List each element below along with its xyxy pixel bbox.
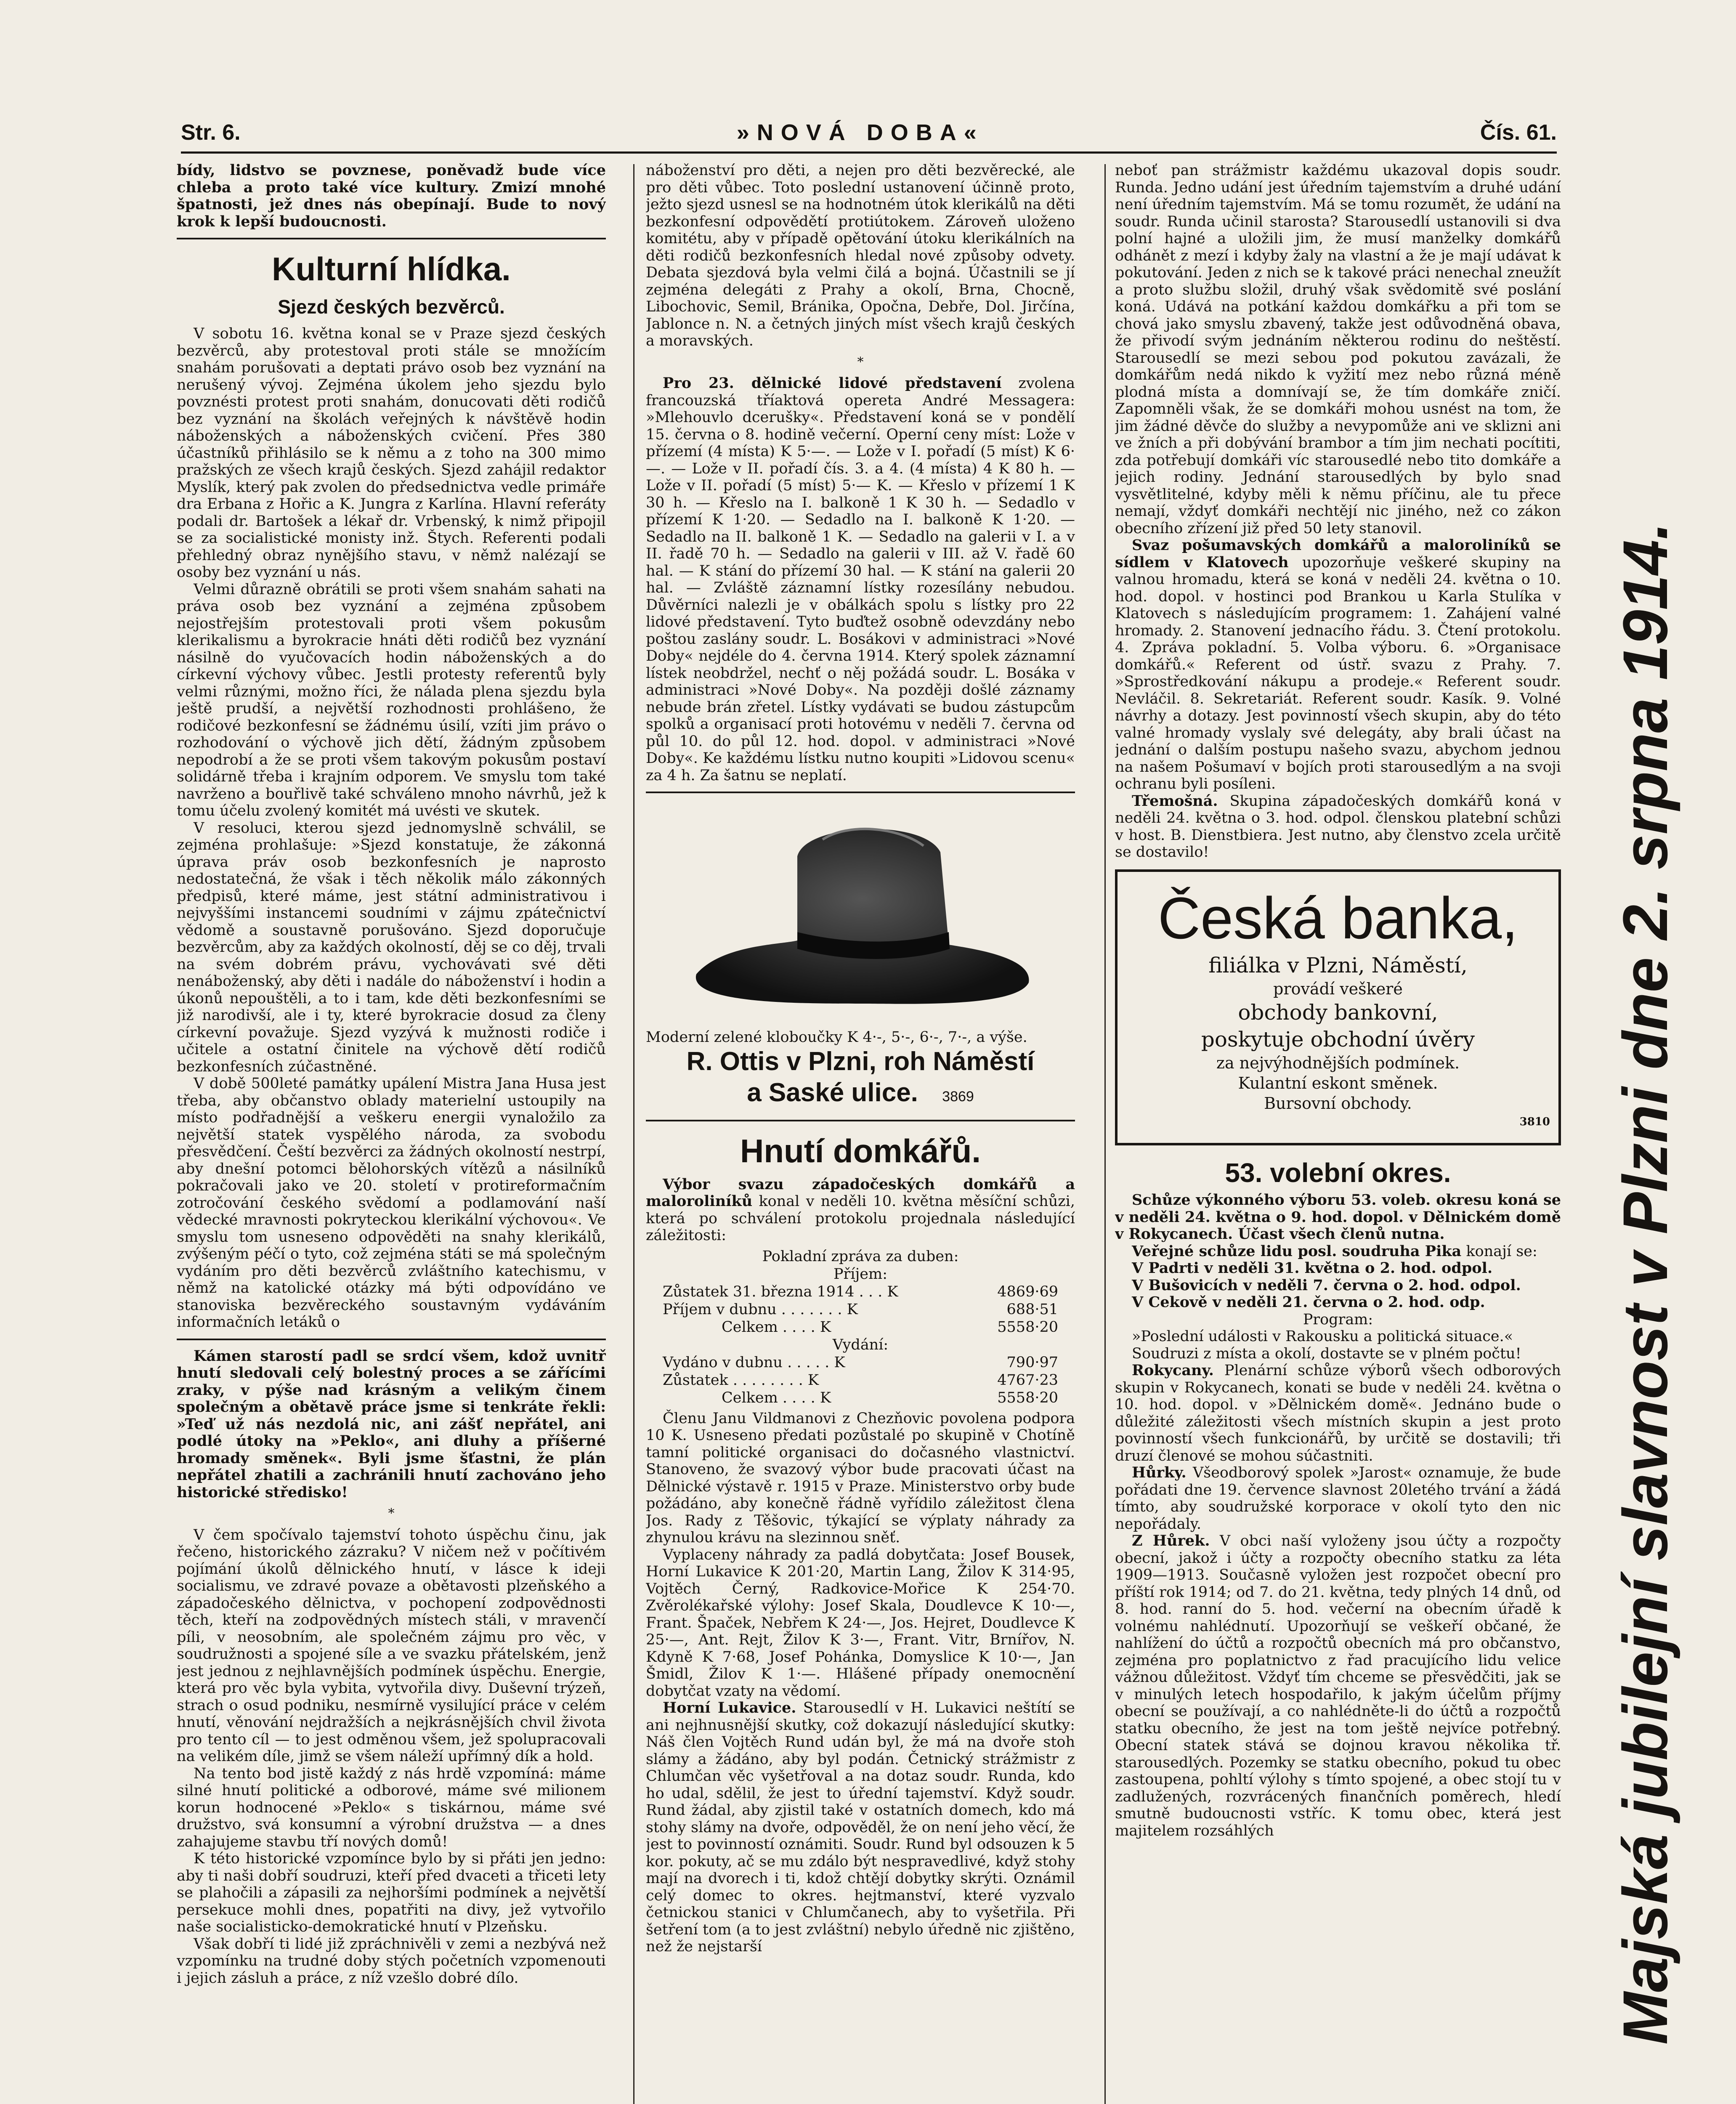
article-paragraph: [1115, 1533, 1561, 1839]
row-value: 4767·23: [997, 1371, 1058, 1389]
meeting-item: V Bušovicích v neděli 7. června o 2. hod. odpol.: [1132, 1276, 1521, 1294]
notice-body: Starousedlí v H. Lukavici neštítí se ani nejhnusnější skutky, což dokazují následující skutky: Náš člen Vojtěch Rund udán byl, že má na dvoře stoh slámy a žádáno, aby byl podán. Četnický strážmistr z Chlumčan věc vyšetřoval a na dotaz soudr. Runda, kdo ho udal, sdělil, že jest to úřední tajemství. Když soudr. Rund žádal, aby zjistil také v ostatních domech, kdo má stohy slámy na dvoře, odpověděl, že on není jeho věcí, že jest to povinností oznámiti. Soudr. Rund byl odsouzen k 5 kor. pokuty, ač se mu zdálo být nespravedlivé, když stohy mají na dvorech i ti, kdož chtějí dobytky skrýti. Oznámil celý domec to okres. hejtmanství, které vyzvalo četnickou stanici v Chlumčanech, aby to vyšetřila. Při šetření tom (a to jest zvláštní) nebylo úředně nic zjištěno, než že nejstarší: [646, 1700, 1075, 1955]
ad-shop-address: [646, 1077, 1075, 1112]
article-paragraph: Vyplaceny náhrady za padlá dobytčata: Josef Bousek, Horní Lukavice K 201·20, Martin Lang, Žilov K 314·95, Vojtěch Černý, Radkovice-Mořice K 254·70. Zvěrolékařské výlohy: Josef Skala, Doudlevce K 10·—, Frant. Špaček, Nebřem K 24·—, Jos. Hejret, Doudlevce K 25·—, Ant. Rejt, Žilov K 3·—, Frant. Vitr, Brnířov, N. Kdyně K 7·68, Josef Pohánka, Domyslice K 10·—, Jan Šmidl, Žilov K 1·—. Hlášené případy onemocnění dobytčat vzaty na vědomí.: [646, 1546, 1075, 1700]
bank-branch: filiálka v Plzni, Náměstí,: [1208, 953, 1468, 978]
hat-illustration: [671, 806, 1050, 1025]
row-value: 4869·69: [997, 1283, 1058, 1300]
notice-body: Všeodborový spolek »Jarost« oznamuje, že bude pořádati dne 19. července slavnost 20letého trvání a žádá tímto, aby soudružské korporace v okolí tyto den nic nepořádaly.: [1115, 1464, 1561, 1533]
ad-number: 3869: [942, 1088, 974, 1105]
notice-heading: Hůrky.: [1132, 1464, 1187, 1481]
notice-heading: Pro 23. dělnické lidové představení: [663, 375, 1002, 392]
bank-name: Česká banka,: [1157, 885, 1518, 951]
column-2: [646, 162, 1075, 2104]
notice-body: Skupina západočeských domkářů koná v neděli 24. května o 3. hod. odpol. členskou platební schůzi v host. B. Dienstbiera. Jest nutno, aby členstvo zcela určitě se dostavilo!: [1115, 792, 1561, 861]
meeting-item: V Padrti v neděli 31. května o 2. hod. odpol.: [1132, 1259, 1493, 1277]
notice-heading: Svaz pošumavských domkářů a maloroliníků se sídlem v Klatovech: [1115, 537, 1561, 571]
article-paragraph: Soudruzi z místa a okolí, dostavte se v plném počtu!: [1132, 1345, 1521, 1362]
article-paragraph: [646, 1700, 1075, 1955]
separator-star: *: [388, 1506, 395, 1521]
bank-line: obchody bankovní,: [1238, 1000, 1438, 1025]
cash-report-row: [646, 1371, 1075, 1389]
article-paragraph: [1115, 537, 1561, 793]
notice-heading: Veřejné schůze lidu posl. soudruha Pika: [1132, 1242, 1462, 1260]
article-paragraph: Velmi důrazně obrátili se proti všem snahám sahati na práva osob bez vyznání a zejména způsobem nejostřejším protestovali proti všem pokusům klerikalismu a byrokracie hnáti děti rodičů bez vyznání násilně do vyučovacích hodin náboženských a do církevní výchovy vůbec. Jestli protesty referentů byly velmi různými, možno říci, že nálada plena sjezdu byla ještě prudší, a největší rozhodnosti prohlášeno, že rodičové bezkonfesní se žádnému úsilí, vzíti jim právo o rozhodování o výchově jich dětí, žádným způsobem nepodrobí a že se proti všem takovým pokusům postaví solidárně třeba i krajním odporem. Ve smyslu tom také navrženo a bouřlivě také schváleno mnoho návrhů, jež k tomu účelu zvolený komitét má uvésti ve skutek.: [177, 581, 606, 819]
article-paragraph: náboženství pro děti, a nejen pro děti bezvěrecké, ale pro děti vůbec. Toto poslední ustanovení účinně proto, ježto sjezd usnesl se na hodnotném útok klerikálů na děti bezkonfesní odpovědětí protiútokem. Zároveň uloženo komitétu, aby v případě opětování útoku klerikálních na děti rodičů bezkonfesních hledal nové způsoby odvety. Debata sjezdová byla velmi čilá a bojná. Účastnili se jí zejména delegáti z Prahy a okolí, Brna, Chocně, Libochovic, Semil, Bránika, Opočna, Debře, Dol. Jirčína, Jablonce n. N. a četných jiných míst všech krajů českých a moravských.: [646, 162, 1075, 349]
notice-body: zvolena francouzská tříaktová opereta André Messagera: »Mlehouvlo dcerušky«. Představení koná se v pondělí 15. června o 8. hodině večerní. Operní ceny míst: Lože v přízemí (4 místa) K 5·—. — Lože v I. pořadí (5 míst) K 6·—. — Lože v II. pořadí čís. 3. a 4. (4 místa) 4 K 80 h. — Lože v II. pořadí (5 míst) 5·— K. — Křeslo v přízemí 1 K 30 h. — Křeslo na I. balkoně 1 K 30 h. — Sedadlo v přízemí K 1·20. — Sedadlo na I. balkoně K 1·20. — Sedadlo na II. balkoně 1 K. — Sedadlo na galerii v I. a v II. řadě 70 h. — Sedadlo na galerii v III. až V. řadě 60 hal. — K stání do přízemí 30 hal. — K stání na galerii 20 hal. — Zvláště záznamní lístky rozesílány nebudou. Důvěrníci nalezli je v obálkách spolu s lístky pro 22 lidové představení. Tyto buďtež osobně odevzdány nebo poštou zaslány soudr. L. Bosákovi v administraci »Nové Doby« nejdéle do 4. června 1914. Který spolek záznamní lístek neobdržel, nechť o něj požádá soudr. L. Bosáka v administraci »Nové Doby«. Na později došlé záznamy nebude brán zřetel. Lístky vydávati se budou zástupcům spolků a organisací proti hotovému v neděli 7. června od půl 10. do půl 12. hod. dopol. v administraci »Nové Doby«. Ke každému lístku nutno koupiti »Lidovou scenu« za 4 h. Za šatnu se neplatí.: [646, 375, 1075, 784]
row-value: 688·51: [1006, 1301, 1058, 1318]
bank-line: provádí veškeré: [1273, 979, 1403, 998]
notice-heading: Výbor svazu západočeských domkářů a maloroliníků: [646, 1175, 1075, 1210]
section-heading: 53. volební okres.: [1225, 1158, 1451, 1188]
row-label: Příjem v dubnu . . . . . . . K: [663, 1301, 858, 1318]
intro-paragraph: bídy, lidstvo se povznese, poněvadž bude více chleba a proto také více kultury. Zmizí mnohé špatnosti, jež dnes nás obepínají. Bude to nový krok k lepší budoucnosti.: [177, 162, 606, 230]
margin-annotation: [1590, 463, 1700, 2104]
bank-line: Bursovní obchody.: [1264, 1094, 1412, 1113]
row-label: Zůstatek . . . . . . . . K: [663, 1371, 819, 1389]
article-paragraph: »Poslední události v Rakousku a politická situace.«: [1132, 1328, 1513, 1345]
cash-report-row: [646, 1318, 1075, 1336]
ad-shop-name: R. Ottis v Plzni, roh Náměstí: [686, 1047, 1035, 1076]
column-divider: [1104, 164, 1106, 2104]
article-paragraph: K této historické vzpomínce bylo by si přáti jen jedno: aby ti naši dobří soudruzi, kteří před dvaceti a třiceti lety se plahočili a zápasili za nejhoršími podmínek a největší persekuce mohli dnes, popatřiti na divy, jež vytvořilo naše socialisticko-demokratické hnutí v Plzeňsku.: [177, 1850, 606, 1935]
article-paragraph: Schůze výkonného výboru 53. voleb. okresu koná se v neděli 24. května o 9. hod. dopol. v Dělnickém domě v Rokycanech. Účast všech členů nutna.: [1115, 1191, 1561, 1243]
article-paragraph: Na tento bod jistě každý z nás hrdě vzpomíná: máme silné hnutí politické a odborové, máme své milionem korun hodnocené »Peklo« s tiskárnou, máme své družstvo, svá konsumní a výrobní družstva — a dnes zahajujeme stavbu tří nových domů!: [177, 1765, 606, 1850]
article-paragraph: V době 500leté památky upálení Mistra Jana Husa jest třeba, aby občanstvo oblady materielní ustoupily na místo podřadnější a veškeru energii vynaložilo za největší statek vyspělého národa, za svobodu přesvědčení. Čeští bezvěrci za žádných okolností nestrpí, aby dnešní potomci bělohorských vítězů a násilníků pokračovali jako ve 20. století v protireformačním zotročování českého svědomí a podlamování naší vědecké mravnosti pokryteckou klerikální výchovou«. Ve smyslu tom usneseno odpověděti na snahy klerikálů, zvýšeným péčí o tyto, což zejména státi se má společným vydáním pro děti bezvěrců zvláštního katechismu, v němž na katolické otázky má býti odpovídáno ve stanoviska bezvěreckého soustavným vydáváním informačních letáků o: [177, 1075, 606, 1331]
article-paragraph: Kámen starostí padl se srdcí všem, kdož uvnitř hnutí sledovali celý bolestný proces a se zářícími zraky, v pýše nad krásným a velikým činem společným a obětavě práce jsme si tenkráte řekli: »Teď už nás nezdolá nic, ani zášť nepřátel, ani podlé útoky na »Peklo«, ani dluhy a příšerné hromady směnek«. Byli jsme šťastni, že plán nepřátel zhatili a zachránili hnutí zachováno jeho historické středisko!: [177, 1347, 606, 1501]
cash-report-row: [646, 1301, 1075, 1318]
cash-report: [646, 1248, 1075, 1407]
article-paragraph: [1115, 1362, 1561, 1464]
page-header: [181, 114, 1557, 154]
column-3: [1115, 162, 1561, 2104]
article-paragraph: [646, 1176, 1075, 1244]
notice-body: konal v neděli 10. května měsíční schůzi, která po schválení protokolu projednala následující záležitosti:: [646, 1193, 1075, 1244]
article-paragraph: [1115, 1464, 1561, 1533]
program-label: Program:: [1303, 1311, 1373, 1328]
notice-heading: Rokycany.: [1132, 1362, 1214, 1379]
row-value: 5558·20: [997, 1318, 1058, 1336]
article-paragraph: [646, 375, 1075, 784]
cash-report-expense-head: Vydání:: [832, 1336, 889, 1353]
margin-annotation-text: Majská jubilejní slavnost v Plzni dne 2. srpna 1914.: [1610, 522, 1680, 2045]
cash-report-title: Pokladní zpráva za duben:: [762, 1248, 959, 1265]
column-divider: [633, 164, 634, 2104]
bank-line: za nejvýhodnějších podmínek.: [1216, 1053, 1460, 1072]
newspaper-title: »NOVÁ DOBA«: [736, 120, 984, 145]
cash-report-row: [646, 1283, 1075, 1301]
row-value: 5558·20: [997, 1389, 1058, 1406]
row-label: Zůstatek 31. března 1914 . . . K: [663, 1283, 898, 1300]
article-paragraph: Však dobří ti lidé již zpráchnivěli v zemi a nezbývá než vzpomínku na trudné doby stých početních vzpomenouti i jejich zásluh a práce, z níž vzešlo dobré dílo.: [177, 1935, 606, 1987]
meeting-item: V Cekově v neděli 21. června o 2. hod. odp.: [1132, 1294, 1485, 1311]
section-heading: Kulturní hlídka.: [272, 250, 511, 287]
article-paragraph: [1115, 1243, 1561, 1260]
cash-report-income-head: Příjem:: [833, 1265, 888, 1283]
hat-image: [671, 806, 1050, 1025]
section-heading: Hnutí domkářů.: [740, 1132, 981, 1169]
notice-heading: Z Hůrek.: [1132, 1532, 1210, 1549]
notice-body: konají se:: [1466, 1243, 1537, 1260]
cash-report-row: [646, 1354, 1075, 1371]
row-label: Celkem . . . . K: [722, 1389, 831, 1406]
ad-caption: Moderní zelené kloboučky K 4·-, 5·-, 6·-, 7·-, a výše.: [646, 1029, 1027, 1046]
notice-body: V obci naší vyloženy jsou účty a rozpočty obecní, jakož i účty a rozpočty obecního statku za léta 1909—1913. Současně vyložen jest rozpočet obecní pro příští rok 1914; od 7. do 21. května, tedy plných 14 dnů, od 8. hod. ranní do 5. hod. večerní na obecním úřadě k volnému nahlédnutí. Upozorňují se veškeří občané, že nahlížení do účtů a rozpočtů obecních má pro občanstvo, zejména pro poplatnictvo z řad pracujícího lidu velice vážnou důležitost. Vždyť tím chceme se přesvědčiti, jak se v minulých letech hospodařilo, k jakým účelům příjmy obecní se používají, a co nahlédněte-li do účtů a rozpočtů statku obecního, že jest na tom ještě nejvíce potřebný. Obecní statek stává se dojnou kravou několika tř. starousedlých. Pozemky se statku obecního, pokud tu obec zastoupena, pohltí výlohy s tímto spojené, a obec stojí tu v zadlužených, rozvrácených finančních poměrech, hledí smutně budoucnosti vstříc. K tomu obec, která jest majitelem rozsáhlých: [1115, 1533, 1561, 1839]
section-rule: [177, 1339, 606, 1340]
notice-heading: Horní Lukavice.: [663, 1699, 796, 1716]
notice-body: upozorňuje veškeré skupiny na valnou hromadu, která se koná v neděli 24. května o 10. hod. dopol. v hostinci pod Brankou u Karla Stulíka v Klatovech s následujícím programem: 1. Zahájení valné hromady. 2. Stanovení jednacího řádu. 3. Čtení protokolu. 4. Zpráva pokladní. 5. Volba výboru. 6. »Organisace domkářů.« Referent od ústř. svazu z Prahy. 7. »Sprostředkování nákupu a prodeje.« Referent soudr. Nevláčil. 8. Sekretariát. Referent soudr. Kasík. 9. Volné návrhy a dotazy. Jest povinností všech skupin, aby do této valné hromady vyslaly své delegáty, aby brali účast na jednání o dalším postupu našeho svazu, abychom jednou na našem Pošumaví v bojích proti starousedlým a na svoji ochranu byli posíleni.: [1115, 554, 1561, 792]
row-label: Celkem . . . . K: [722, 1318, 831, 1336]
article-subheading: Sjezd českých bezvěrců.: [278, 296, 505, 318]
cash-report-row: [646, 1389, 1075, 1407]
ad-number: 3810: [1519, 1115, 1550, 1128]
issue-number: Čís. 61.: [1480, 120, 1557, 145]
ad-shop-street: a Saské ulice.: [747, 1078, 918, 1107]
column-1: [177, 162, 606, 2104]
row-label: Vydáno v dubnu . . . . . K: [663, 1354, 845, 1371]
article-paragraph: Členu Janu Vildmanovi z Chezňovic povolena podpora 10 K. Usneseno předati pozůstalé po skupině v Chotíně tamní politické organisaci do dočasného vlastnictví. Stanoveno, že svazový výbor bude pracovati účast na Dělnické výstavě r. 1915 v Praze. Ministerstvo orby bude požádáno, aby konečně řádně vyřídilo záležitost člena Jos. Rady z Těšovic, týkající se výplaty náhrady za zhynulou krávu na slezinnou sněť.: [646, 1410, 1075, 1546]
section-rule: [177, 238, 606, 239]
page-number: Str. 6.: [181, 120, 241, 145]
bank-line: Kulantní eskont směnek.: [1238, 1073, 1438, 1092]
section-rule: [646, 792, 1075, 793]
separator-star: *: [857, 354, 864, 369]
section-rule: [646, 1120, 1075, 1121]
bank-line: poskytuje obchodní úvěry: [1201, 1027, 1475, 1052]
notice-body: Plenární schůze výborů všech odborových skupin v Rokycanech, konati se bude v neděli 24. května o 10. hod. dopol. v »Dělnickém domě«. Jednáno bude o důležité záležitosti všech místních skupin a jest proto povinností všech funkcionářů, by určitě se dostavili; tři druzí členové se mohou súčastniti.: [1115, 1362, 1561, 1464]
article-paragraph: V sobotu 16. května konal se v Praze sjezd českých bezvěrců, aby protestoval proti stále se množícím snahám porušovati a deptati právo osob bez vyznání na nerušený vývoj. Zejména úkolem jeho sjezdu bylo povznésti protest proti snahám, donucovati děti rodičů bez vyznání na školách veřejných k návštěvě hodin náboženských a náboženských cvičení. Přes 380 účastníků přihlásilo se k němu a z toho na 300 mimo pražských ze všech krajů českých. Sjezd zahájil redaktor Myslík, který pak zvolen do předsednictva vedle primáře dra Erbana z Hořic a K. Jungra z Karlína. Hlavní referáty podali dr. Bartošek a lékař dr. Vrbenský, k nimž připojil se za socialistické monisty inž. Štych. Referenti podali přehledný obraz nynějšího stavu, v němž nalézají se osoby bez vyznání u nás.: [177, 325, 606, 581]
article-paragraph: [1115, 793, 1561, 861]
article-paragraph: neboť pan strážmistr každému ukazoval dopis soudr. Runda. Jedno udání jest úředním tajemstvím a druhé udání není úředním tajemstvím. Má se tomu rozumět, že udání na soudr. Runda učinil starosta? Starousedlí ustanovili si dva polní hajné a uložili jim, že musí manželky domkářů odhánět z mezí i kdyby žaly na vlastní a že je mají udávat k pokutování. Jeden z nich se k takové práci nenechal zneužít a proto službu složil, druhý však svědomitě své poslání koná. Udává na potkání každou domkářku a při tom se chová jako smyslu zbavený, takže jest odůvodněná obava, že přivodí svým jednáním některou rodinu do neštěstí. Starousedlí se mezi sebou pod pokutou zavázali, že domkářům nedá nikdo k vyžití mez nebo různá méně plodná místa a domnívají se, že tím domkáře zničí. Zapomněli však, že se domkáři mohou usnést na tom, že jim žádné děvče do služby a nevypomůže ani ve sklizni ani ve žních a při dobývání brambor a tím jim nechati pocítiti, zda potřebují domkáři víc starousedlé nebo tito domkáře a jejich rodiny. Jednání starousedlých by bylo snad vysvětlitelné, kdyby měli k němu příčinu, ale tu přece nemají, vždyť domkáři nechtějí nic jiného, než co zákon obecního zřízení již před 50 lety stanovil.: [1115, 162, 1561, 537]
bank-advertisement: [1115, 869, 1561, 1146]
article-paragraph: V resoluci, kterou sjezd jednomyslně schválil, se zejména prohlašuje: »Sjezd konstatuje, že zákonná úprava práv osob bezkonfesních je naprosto nedostatečná, že však i těch několik málo zákonných předpisů, které máme, jest státní administrativou i nejvyššími instancemi soudními v zájmu zpátečnictví vědomě a soustavně porušováno. Sjezd doporučuje bezvěrcům, aby za každých okolností, děj se co děj, trvali na svém dobrém právu, vychovávati své děti nenáboženský, aby děti i nadále do náboženství i hodin a úkonů nepouštěli, a to i tam, kde děti bezkonfesními se již narodivší, ale i ty, které byrokracie dosud za členy církevní považuje. Sjezd vyzývá k mužnosti rodiče i učitele a ostatní činitele na výchově dětí rodičů bezkonfesních zúčastněné.: [177, 819, 606, 1075]
article-paragraph: V čem spočívalo tajemství tohoto úspěchu činu, jak řečeno, historického zázraku? V ničem než v počítivém pojímání úkolů dělnického hnutí, v lásce k ideji socialismu, ve zdravé povaze a obětavosti plzeňského a západočeského dělnictva, v pochopení zodpovědnosti těch, kteří na zodpovědných místech stáli, v mravenčí píli, v neosobním, ale společném zájmu pro věc, v soudružnosti a spojené síle a ve svazku přátelském, jenž jest jednou z nejhlavnějších podmínek úspěchu. Energie, která pro věc byla vybita, vytvořila divy. Duševní trýzeň, strach o osud podniku, nesmírně vysilující práce v celém hnutí, věnování nejdražších a nejkrásnějších chvil života pro tento cíl — to jest odměnou všem, jež spolupracovali na velikém díle, jimž se všem náleží upřímný dík a hold.: [177, 1526, 606, 1765]
notice-heading: Třemošná.: [1132, 792, 1218, 810]
row-value: 790·97: [1006, 1354, 1058, 1371]
